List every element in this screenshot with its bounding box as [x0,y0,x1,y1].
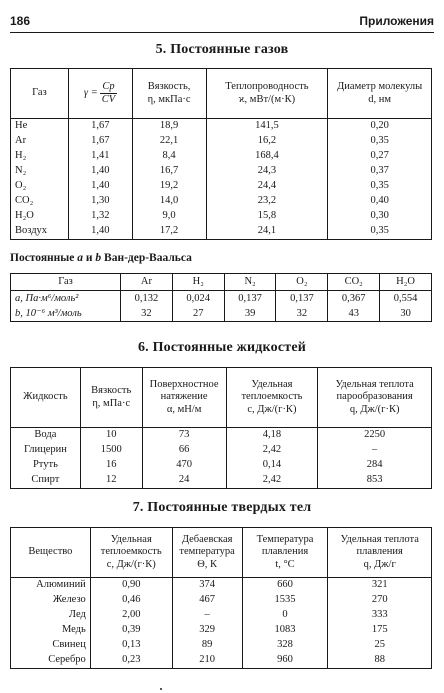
vdw-value-cell: 0,132 [121,291,173,307]
vdw-value-cell: 0,554 [380,291,432,307]
melting-heat-cell: 88 [328,653,432,669]
tension-cell: 24 [142,473,226,489]
table-row [11,443,432,458]
diameter-cell: 0,30 [328,209,432,224]
heat-capacity-cell: 0,23 [90,653,172,669]
table-row [11,473,432,489]
gas-name-cell: H₂ [11,149,69,164]
gamma-cell: 1,32 [68,209,132,224]
vdw-value-cell: 27 [172,306,224,322]
table-row [11,458,432,473]
vdw-value-cell: 0,137 [224,291,276,307]
vdw-value-cell: 0,137 [276,291,328,307]
gamma-cell: 1,30 [68,194,132,209]
liquids-table [10,367,432,489]
running-header [10,12,434,33]
vdw-value-cell: 43 [328,306,380,322]
gases-title: 5. Постоянные газов [155,42,289,57]
vdw-row-b [11,306,432,322]
gases-header-conductivity: Теплопроводность ϰ, мВт/(м·К) [206,69,328,119]
melting-temperature-cell: 1535 [242,593,328,608]
heat-capacity-cell: 0,39 [90,623,172,638]
viscosity-cell: 16 [80,458,142,473]
vdw-row-label: a, Па·м⁶/моль² [11,291,121,307]
vdw-value-cell: 32 [121,306,173,322]
liquid-name-cell: Глицерин [11,443,81,458]
liquids-header-tension: Поверхностное натяжение α, мН/м [142,368,226,428]
table-row [11,179,432,194]
vdw-value-cell: 32 [276,306,328,322]
liquids-title: 6. Постоянные жидкостей [137,340,307,355]
vdw-header-gas-cell: N₂ [224,274,276,291]
page-speck [160,688,162,690]
diameter-cell: 0,37 [328,164,432,179]
table-row [11,164,432,179]
melting-heat-cell: 25 [328,638,432,653]
diameter-cell: 0,27 [328,149,432,164]
vdw-value-cell: 30 [380,306,432,322]
substance-name-cell: Железо [11,593,91,608]
melting-heat-cell: 175 [328,623,432,638]
diameter-cell: 0,40 [328,194,432,209]
diameter-cell: 0,35 [328,134,432,149]
table-row [11,608,432,623]
debye-temperature-cell: 329 [172,623,242,638]
viscosity-cell: 17,2 [132,224,206,240]
vdw-header-gas-cell: O₂ [276,274,328,291]
gas-name-cell: He [11,119,69,135]
section-title: Приложения [359,14,434,28]
viscosity-cell: 8,4 [132,149,206,164]
vdw-row-a [11,291,432,307]
melting-temperature-cell: 960 [242,653,328,669]
table-row [11,578,432,594]
gas-name-cell: O₂ [11,179,69,194]
liquid-name-cell: Спирт [11,473,81,489]
viscosity-cell: 19,2 [132,179,206,194]
melting-heat-cell: 333 [328,608,432,623]
substance-name-cell: Медь [11,623,91,638]
liquids-header-vapor: Удельная теплота парообразования q, Дж/(г·К) [318,368,432,428]
diameter-cell: 0,35 [328,224,432,240]
heat-capacity-cell: 2,00 [90,608,172,623]
viscosity-cell: 22,1 [132,134,206,149]
melting-temperature-cell: 0 [242,608,328,623]
page-number: 186 [10,14,31,28]
tension-cell: 73 [142,428,226,444]
substance-name-cell: Серебро [11,653,91,669]
table-row [11,623,432,638]
table-row [11,638,432,653]
gamma-cell: 1,41 [68,149,132,164]
heat-capacity-cell: 0,13 [90,638,172,653]
gas-name-cell: H₂O [11,209,69,224]
vdw-row-label: b, 10⁻⁶ м³/моль [11,306,121,322]
liquids-header-viscosity: Вязкость η, мПа·с [80,368,142,428]
vdw-table [10,273,432,322]
vdw-title: Постоянные a и b Ван-дер-Ваальса [10,252,192,264]
debye-temperature-cell: – [172,608,242,623]
vaporization-heat-cell: – [318,443,432,458]
gases-table-body [11,119,432,240]
viscosity-cell: 12 [80,473,142,489]
conductivity-cell: 16,2 [206,134,328,149]
gas-name-cell: Воздух [11,224,69,240]
table-row [11,428,432,444]
conductivity-cell: 24,1 [206,224,328,240]
liquids-header-liquid: Жидкость [11,368,81,428]
debye-temperature-cell: 467 [172,593,242,608]
vaporization-heat-cell: 284 [318,458,432,473]
gamma-cell: 1,40 [68,224,132,240]
conductivity-cell: 15,8 [206,209,328,224]
gamma-cell: 1,40 [68,164,132,179]
vdw-header-gas: Газ [11,274,121,291]
tension-cell: 470 [142,458,226,473]
vdw-header-row [11,274,432,291]
solids-header-substance: Вещество [11,528,91,578]
heat-capacity-cell: 0,90 [90,578,172,594]
vdw-header-gas-cell: H₂ [172,274,224,291]
gases-header-diameter: Диаметр молекулы d, нм [328,69,432,119]
heat-capacity-cell: 0,14 [226,458,318,473]
diameter-cell: 0,35 [328,179,432,194]
solids-header-melt-temperature: Температура плавления t, °C [242,528,328,578]
vdw-header-gas-cell: H₂O [380,274,432,291]
gases-header-viscosity: Вязкость, η, мкПа·с [132,69,206,119]
solids-table-body [11,578,432,669]
viscosity-cell: 1500 [80,443,142,458]
debye-temperature-cell: 374 [172,578,242,594]
gases-header-gas: Газ [11,69,69,119]
gamma-cell: 1,67 [68,119,132,135]
melting-temperature-cell: 660 [242,578,328,594]
gas-name-cell: CO₂ [11,194,69,209]
liquid-name-cell: Вода [11,428,81,444]
table-row [11,149,432,164]
substance-name-cell: Алюминий [11,578,91,594]
liquid-name-cell: Ртуть [11,458,81,473]
debye-temperature-cell: 210 [172,653,242,669]
viscosity-cell: 9,0 [132,209,206,224]
conductivity-cell: 141,5 [206,119,328,135]
table-row [11,119,432,135]
liquids-table-body [11,428,432,489]
heat-capacity-cell: 0,46 [90,593,172,608]
vdw-header-gas-cell: CO₂ [328,274,380,291]
vdw-table-body [11,291,432,322]
melting-temperature-cell: 328 [242,638,328,653]
table-row [11,653,432,669]
conductivity-cell: 168,4 [206,149,328,164]
tension-cell: 66 [142,443,226,458]
gas-name-cell: Ar [11,134,69,149]
heat-capacity-cell: 4,18 [226,428,318,444]
gases-table [10,68,432,240]
diameter-cell: 0,20 [328,119,432,135]
vaporization-heat-cell: 2250 [318,428,432,444]
vdw-value-cell: 39 [224,306,276,322]
conductivity-cell: 24,4 [206,179,328,194]
vdw-header-gas-cell: Ar [121,274,173,291]
solids-table [10,527,432,669]
melting-temperature-cell: 1083 [242,623,328,638]
viscosity-cell: 14,0 [132,194,206,209]
table-row [11,209,432,224]
viscosity-cell: 10 [80,428,142,444]
viscosity-cell: 18,9 [132,119,206,135]
heat-capacity-cell: 2,42 [226,443,318,458]
solids-title: 7. Постоянные твердых тел [132,500,312,515]
liquids-header-heat: Удельная теплоемкость c, Дж/(г·К) [226,368,318,428]
table-row [11,593,432,608]
solids-header-melt-heat: Удельная теплота плавления q, Дж/г [328,528,432,578]
gases-header-gamma: γ = $\frac{Cp}{CV}$ [68,69,132,119]
substance-name-cell: Свинец [11,638,91,653]
heat-capacity-cell: 2,42 [226,473,318,489]
gas-name-cell: N₂ [11,164,69,179]
melting-heat-cell: 270 [328,593,432,608]
solids-header-debye: Дебаевская температура Θ, К [172,528,242,578]
debye-temperature-cell: 89 [172,638,242,653]
gamma-fraction: $\frac{Cp}{CV}$ [101,81,116,105]
conductivity-cell: 23,2 [206,194,328,209]
table-row [11,194,432,209]
substance-name-cell: Лед [11,608,91,623]
vdw-value-cell: 0,024 [172,291,224,307]
viscosity-cell: 16,7 [132,164,206,179]
vaporization-heat-cell: 853 [318,473,432,489]
solids-header-heat: Удельная теплоемкость c, Дж/(г·К) [90,528,172,578]
melting-heat-cell: 321 [328,578,432,594]
table-row [11,224,432,240]
conductivity-cell: 24,3 [206,164,328,179]
gamma-cell: 1,40 [68,179,132,194]
vdw-value-cell: 0,367 [328,291,380,307]
gamma-cell: 1,67 [68,134,132,149]
table-row [11,134,432,149]
